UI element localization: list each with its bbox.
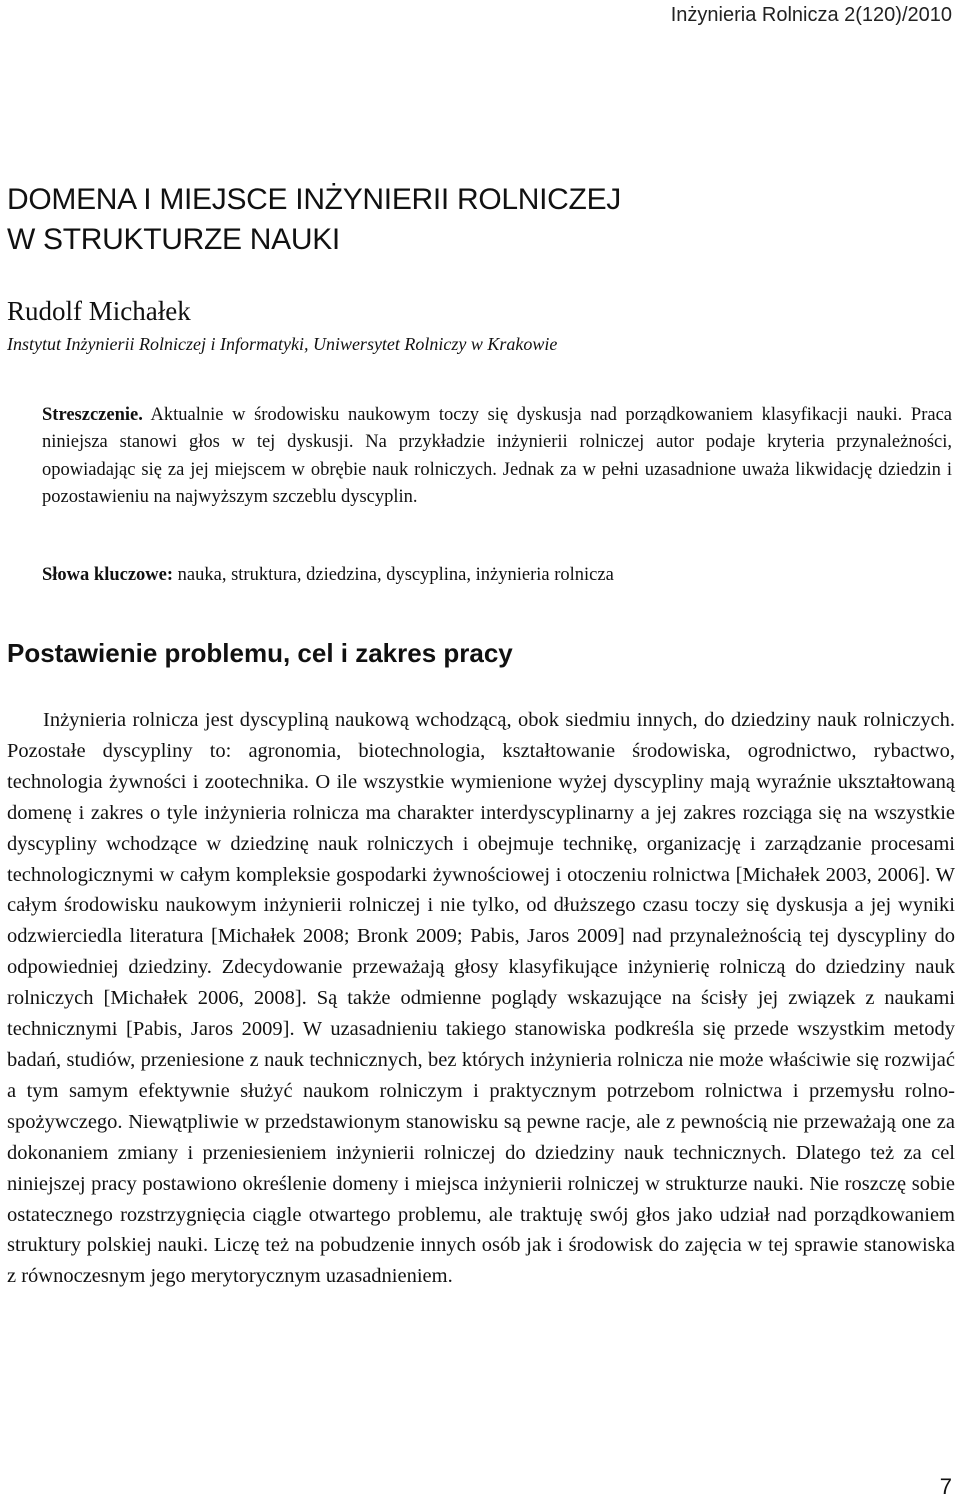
abstract [42,402,952,512]
section-heading: Postawienie problemu, cel i zakres pracy [7,638,513,668]
keywords-label: Słowa kluczowe: [42,565,174,585]
article-title [7,180,907,260]
author-name: Rudolf Michałek [7,296,191,326]
title-line-2: W STRUKTURZE NAUKI [7,223,340,256]
author-affiliation: Instytut Inżynierii Rolniczej i Informatyki, Uniwersytet Rolniczy w Krakowie [7,334,558,354]
keywords-text: nauka, struktura, dziedzina, dyscyplina, inżynieria rolnicza [173,565,614,585]
page-number: 7 [939,1474,952,1499]
keywords [42,565,952,586]
title-line-1: DOMENA I MIEJSCE INŻYNIERII ROLNICZEJ [7,183,621,216]
abstract-text: Aktualnie w środowisku naukowym toczy się dyskusja nad porządkowaniem klasyfikacji nauki. Praca niniejsza stanowi głos w tej dyskusji. Na przykładzie inżynierii rolniczej autor podaje kryteria przynależności, opowiadając się za jej miejscem w obrębie nauk rolniczych. Jednak za w pełni uzasadnione uważa likwidację dziedzin i pozostawieniu na najwyższym szczeblu dyscyplin. [42,405,952,508]
body-paragraph: Inżynieria rolnicza jest dyscypliną naukową wchodzącą, obok siedmiu innych, do dziedziny nauk rolniczych. Pozostałe dyscypliny to: agronomia, biotechnologia, kształtowanie środowiska, ogrodnictwo, rybactwo, technologia żywności i zootechnika. O ile wszystkie wymienione wyżej dyscypliny mają wyraźnie ukształtowaną domenę i zakres o tyle inżynieria rolnicza ma charakter interdyscyplinarny a jej zakres rozciąga się na wszystkie dyscypliny wchodzące w dziedzinę nauk rolniczych i obejmuje technikę, organizację i zarządzanie procesami technologicznymi w całym kompleksie gospodarki żywnościowej i otoczeniu rolnictwa [Michałek 2003, 2006]. W całym środowisku naukowym inżynierii rolniczej i nie tylko, od dłuższego czasu toczy się dyskusja a jej wyniki odzwierciedla literatura [Michałek 2008; Bronk 2009; Pabis, Jaros 2009] nad przynależnością tej dyscypliny do odpowiedniej dziedziny. Zdecydowanie przeważają głosy klasyfikujące inżynierię rolniczą do dziedziny nauk rolniczych [Michałek 2006, 2008]. Są także odmienne poglądy wskazujące na ścisły jej związek z naukami technicznymi [Pabis, Jaros 2009]. W uzasadnieniu takiego stanowiska podkreśla się przede wszystkim metody badań, studiów, przeniesione z nauk technicznych, bez których inżynieria rolnicza nie może właściwie się rozwijać a tym samym efektywnie służyć naukom rolniczym i praktycznym potrzebom rolnictwa i przemysłu rolno-spożywczego. Niewątpliwie w przedstawionym stanowisku są pewne racje, ale z pewnością nie przeważają one za dokonaniem zmiany i przeniesieniem inżynierii rolniczej do dziedziny nauk technicznych. Dlatego też za cel niniejszej pracy postawiono określenie domeny i miejsca inżynierii rolniczej w strukturze nauki. Nie roszczę sobie ostatecznego rozstrzygnięcia ciągle otwartego problemu, ale traktuję swój głos jako udział nad porządkowaniem struktury polskiej nauki. Liczę też na pobudzenie innych osób jak i środowisk do zajęcia w tej sprawie stanowiska z równoczesnym jego merytorycznym uzasadnieniem. [7,709,955,1288]
abstract-label: Streszczenie. [42,405,143,425]
journal-header: Inżynieria Rolnicza 2(120)/2010 [670,4,952,26]
